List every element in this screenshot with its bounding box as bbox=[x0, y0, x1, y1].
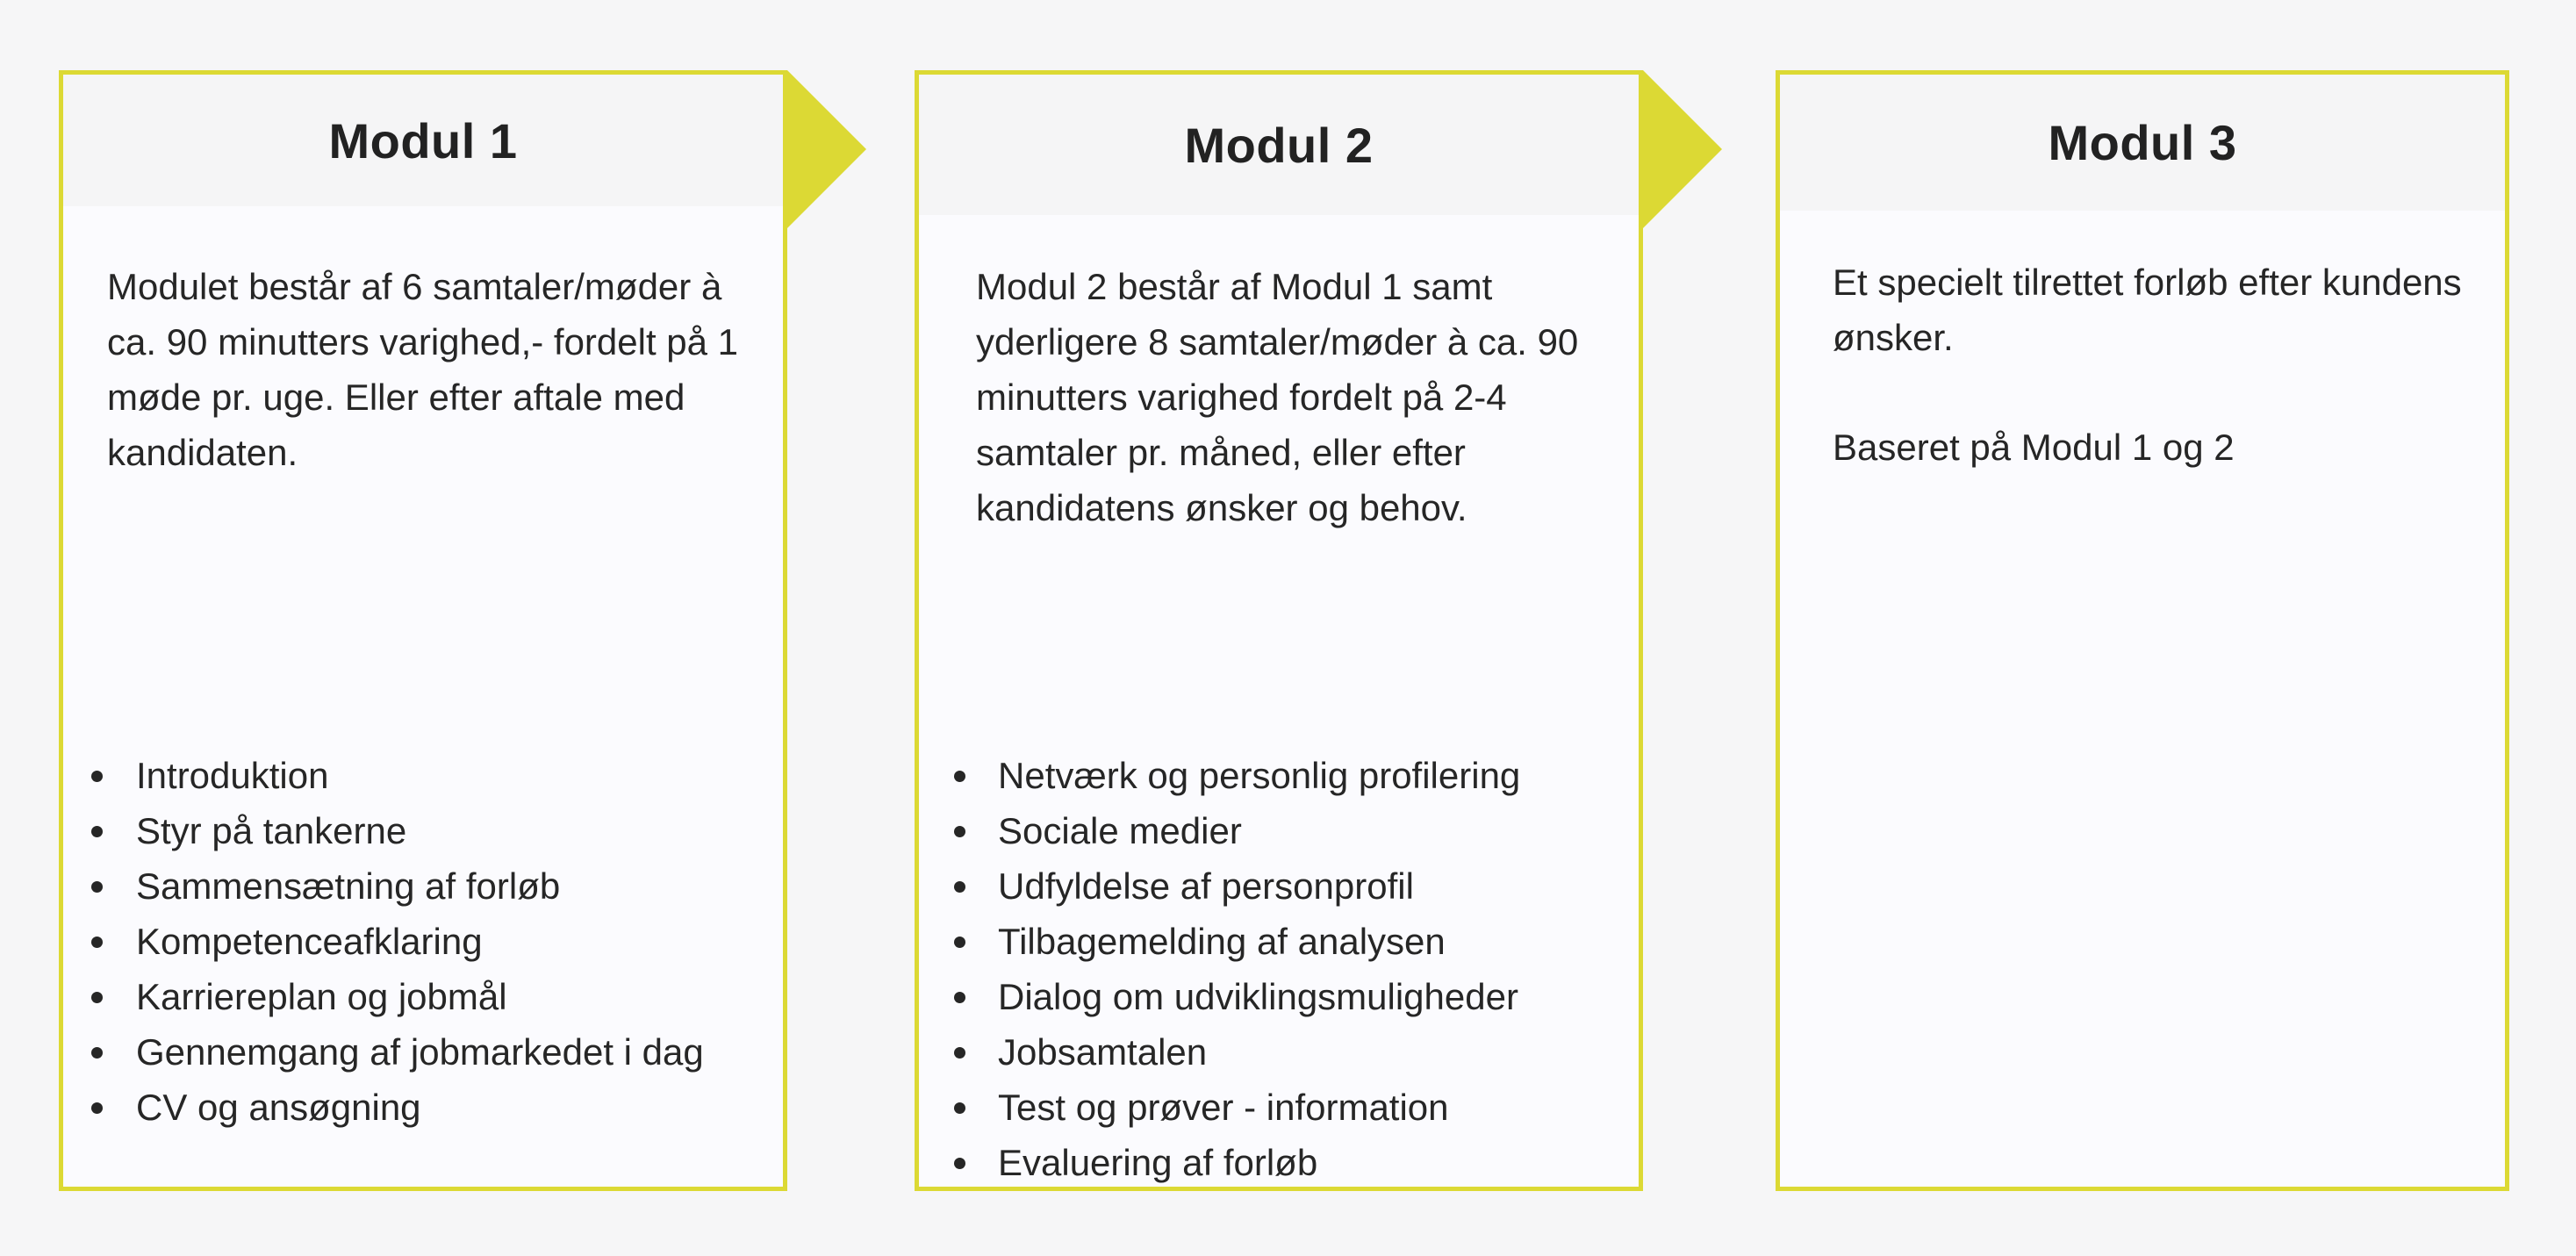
module-3-title: Modul 3 bbox=[1780, 75, 2505, 211]
module-2-title: Modul 2 bbox=[919, 75, 1639, 215]
module-3-card bbox=[1776, 70, 2509, 1191]
module-1-description: Modulet består af 6 samtaler/møder à ca. 90 minutters varighed,- fordelt på 1 møde pr. uge. Eller efter aftale med kandidaten. bbox=[107, 266, 739, 473]
list-item: Gennemgang af jobmarkedet i dag bbox=[63, 1024, 739, 1080]
module-1-card bbox=[59, 70, 787, 1191]
list-item: Jobsamtalen bbox=[919, 1024, 1639, 1080]
list-item: Tilbagemelding af analysen bbox=[919, 914, 1639, 969]
list-item: Udfyldelse af personprofil bbox=[919, 858, 1639, 914]
list-item: Kompetenceafklaring bbox=[63, 914, 739, 969]
list-item: CV og ansøgning bbox=[63, 1080, 739, 1135]
list-item: Sociale medier bbox=[919, 803, 1639, 858]
list-item: Styr på tankerne bbox=[63, 803, 739, 858]
module-3-description: Et specielt tilrettet forløb efter kundens ønsker. bbox=[1833, 262, 2462, 358]
list-item: Introduktion bbox=[63, 748, 739, 803]
arrow-right-icon bbox=[1643, 70, 1722, 228]
list-item: Netværk og personlig profilering bbox=[919, 748, 1639, 803]
module-2-card bbox=[915, 70, 1643, 1191]
list-item: Dialog om udviklingsmuligheder bbox=[919, 969, 1639, 1024]
module-1-topic-list bbox=[63, 748, 739, 1135]
arrow-right-icon bbox=[787, 70, 866, 228]
module-2-topic-list bbox=[919, 748, 1639, 1190]
module-2-description: Modul 2 består af Modul 1 samt yderligere 8 samtaler/møder à ca. 90 minutters varighed fordelt på 2-4 samtaler pr. måned, eller efter kandidatens ønsker og behov. bbox=[976, 266, 1579, 528]
module-1-title: Modul 1 bbox=[63, 75, 783, 206]
list-item: Sammensætning af forløb bbox=[63, 858, 739, 914]
list-item: Test og prøver - information bbox=[919, 1080, 1639, 1135]
module-3-basis-text: Baseret på Modul 1 og 2 bbox=[1833, 427, 2235, 468]
list-item: Evaluering af forløb bbox=[919, 1135, 1639, 1190]
list-item: Karriereplan og jobmål bbox=[63, 969, 739, 1024]
